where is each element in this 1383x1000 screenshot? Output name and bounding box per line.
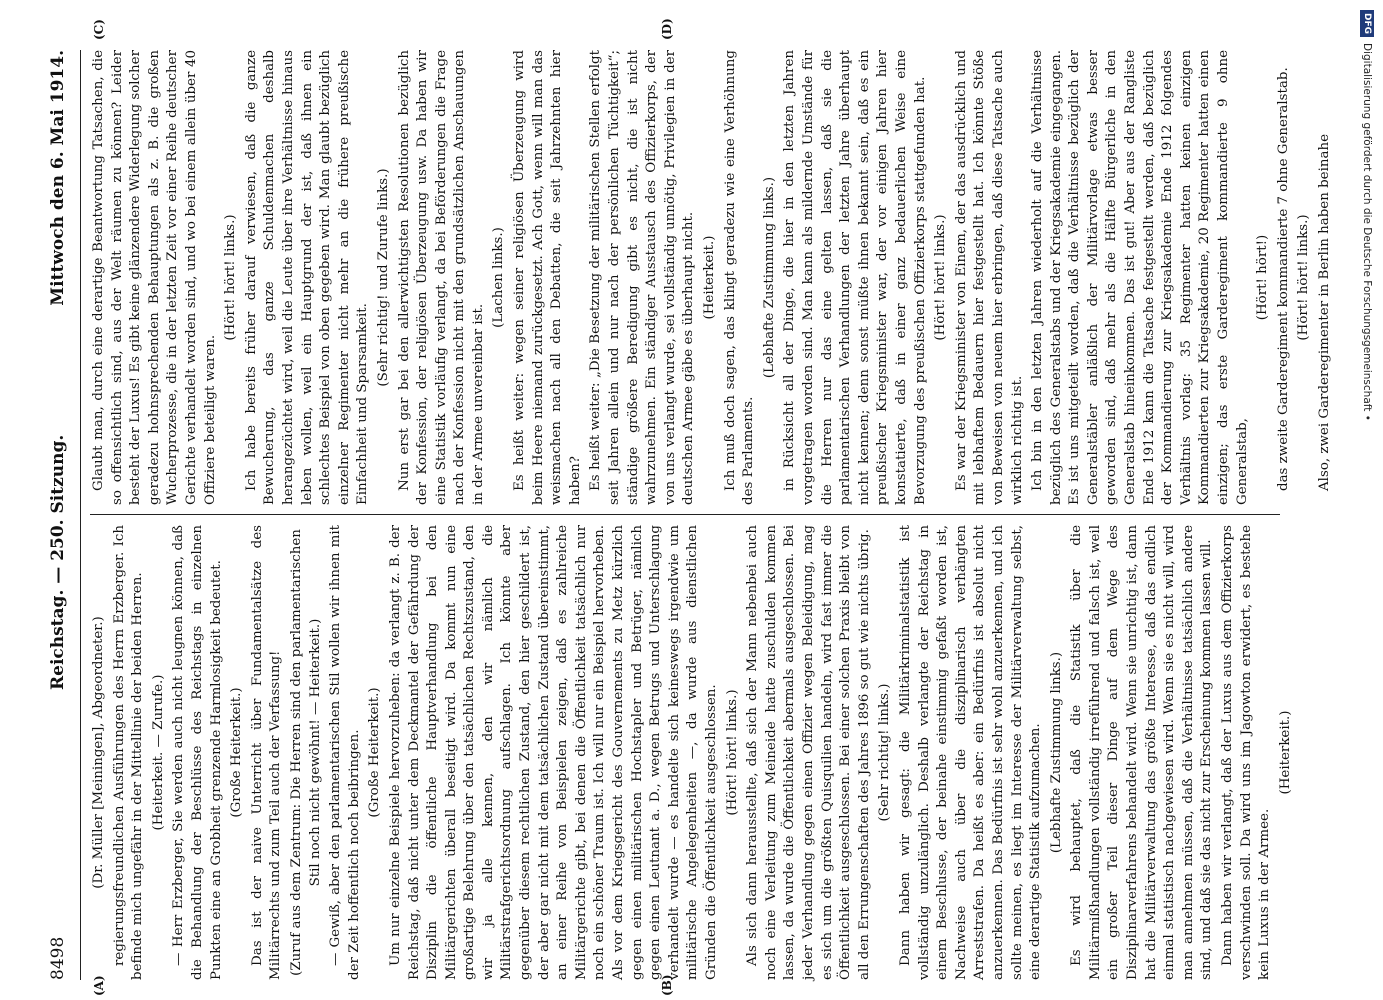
paragraph: Ich habe bereits früher darauf verwiesen, daß die ganze Bewucherung, das ganze Schuldenmachen deshalb herangezüchtet wird, weil die Leute über ihre Verhältnisse hinaus leben wollen, weil ein Hauptgrund der ist, daß ihnen ein schlechtes Beispiel von oben gegeben wird. Man glaubt bezüglich einzelner Regimenter nicht mehr an die frühere preußische Einfachheit und Sparsamkeit.: [243, 50, 371, 505]
paragraph: in Rücksicht all der Dinge, die hier in den letzten Jahren vorgetragen worden sind. Man kann als mildernde Umstände für die Herren nur das eine gelten lassen, daß sie die parlamentarischen Verhandlungen der letzten Jahre überhaupt nicht kennen; denn sonst müßte ihnen bekannt sein, daß es ein preußischer Kriegsminister war, der vor einigen Jahren hier konstatierte, daß in einer ganz bedauerlichen Weise eine Bevorzugung des preußischen Offizierkorps stattgefunden hat.: [782, 50, 928, 505]
session-date: Mittwoch den 6. Mai 1914.: [48, 50, 68, 306]
paragraph: Dann haben wir gesagt: die Militärkriminalstatistik ist vollständig unzulänglich. Deshalb verlangte der Reichstag in einem Beschlusse, der beinahe einstimmig gefaßt worden ist, Nachweise auch über die disziplinarisch verhängten Arreststrafen. Da heißt es aber: ein Bedürfnis ist absolut nicht anzuerkennen. Das Bedürfnis ist sehr wohl anzuerkennen, und ich sollte meinen, es liegt im Interesse der Militärverwaltung selbst, eine derartige Statistik aufzumachen.: [897, 525, 1044, 980]
paragraph: (Heiterkeit.): [702, 235, 717, 320]
page-number: 8498: [48, 936, 68, 980]
paragraph: Es wird behauptet, daß die Statistik über die Militärmißhandlungen vollständig irreführend und falsch ist, weil ein großer Teil dieser Dinge auf dem Wege des Disziplinarverfahrens behandelt wird. Wenn sie unrichtig ist, dann hat die Militärverwaltung das größte Interesse, daß das endlich einmal statistisch nachgewiesen wird. Wenn sie es nicht will, wird man annehmen müssen, daß die Verhältnisse tatsächlich andere sind, und daß sie das nicht zur Erscheinung kommen lassen will.: [1069, 525, 1215, 980]
paragraph: Es war der Kriegsminister von Einem, der das ausdrücklich und mit lebhaftem Bedauern hier festgestellt hat. Ich könnte Stöße von Beweisen von neuem hier erbringen, daß diese Tatsache auch wirklich richtig ist.: [953, 50, 1025, 505]
paragraph: (Sehr richtig! und Zurufe links.): [375, 168, 391, 387]
paragraph: (Lebhafte Zustimmung links.): [761, 176, 777, 379]
column-divider: [90, 514, 1280, 515]
paragraph: Als sich dann herausstellte, daß sich der Mann nebenbei auch noch eine Verleitung zum Meineide hatte zuschulden kommen lassen, da wurde die Öffentlichkeit abermals ausgeschlossen. Bei jeder Verhandlung gegen einen Offizier wegen Beleidigung, mag es sich um die größten Quisquilien handeln, wird fast immer die Öffentlichkeit ausgeschlossen. Bei einer solchen Praxis bleibt von all den Errungenschaften des Jahres 1896 so gut wie nichts übrig.: [745, 525, 872, 980]
paragraph: (Dr. Müller [Meiningen], Abgeordneter.): [91, 616, 106, 889]
paragraph: (Heiterkeit. — Zurufe.): [150, 674, 166, 831]
paragraph: Glaubt man, durch eine derartige Beantwortung Tatsachen, die so offensichtlich sind, aus der Welt räumen zu können? Leider besteht der Luxus! Es gibt keine glänzendere Widerlegung solcher geradezu hohnsprechenden Behauptungen als z. B. die großen Wucherprozesse, die in der letzten Zeit vor einer Reihe deutscher Gerichte verhandelt worden sind, und wo bei einem allein über 40 Offiziere beteiligt waren.: [91, 50, 218, 505]
paragraph: Es heißt weiter: wegen seiner religiösen Überzeugung wird beim Heere niemand zurückgesetzt. Ach Gott, wenn will man das weismachen nach all den Debatten, die seit Jahrzehnten hier haben?: [512, 50, 583, 505]
paragraph: (Sehr richtig! links.): [877, 683, 893, 822]
margin-marker-b: (B): [660, 974, 674, 996]
paragraph: Ich bin in den letzten Jahren wiederholt auf die Verhältnisse bezüglich des Generalstabs und der Kriegsakademie eingegangen. Es ist uns mitgeteilt worden, daß die Verhältnisse bezüglich der Generalstäbler anläßlich der Militärvorlage etwas besser geworden sind, daß mehr als die Hälfte Bürgerliche in den Generalstab hineinkommen. Das ist gut! Aber aus der Rangliste Ende 1912 kann die Tatsache festgestellt werden, daß bezüglich der Kommandierung zur Kriegsakademie Ende 1912 folgendes Verhältnis vorlag: 35 Regimenter hatten keinen einzigen Kommandierten zur Kriegsakademie, 20 Regimenter hatten einen einzigen; das erste Garderegiment kommandierte 9 ohne Generalstab,: [1030, 50, 1250, 505]
margin-marker-c: (C): [92, 19, 106, 40]
paragraph: (Heiterkeit.): [1277, 710, 1293, 795]
paragraph: Ich muß doch sagen, das klingt geradezu wie eine Verhöhnung des Parlaments.: [722, 50, 757, 505]
page-title: Reichstag. — 250. Sitzung.: [48, 434, 68, 690]
paragraph: das zweite Garderegiment kommandierte 7 ohne Generalstab.: [1275, 67, 1291, 491]
paragraph: (Hört! hört!): [1255, 234, 1271, 321]
paragraph: (Hört! hört! links.): [724, 689, 740, 816]
funding-note: Digitalisierung gefördert durch die Deutsche Forschungsgemeinschaft •: [1361, 43, 1373, 421]
page-header: [40, 50, 80, 980]
paragraph: (Lebhafte Zustimmung links.): [1048, 651, 1064, 854]
side-note: [1357, 10, 1377, 990]
margin-marker-d: (D): [660, 18, 674, 40]
paragraph: regierungsfreundlichen Ausführungen des Herrn Erzberger. Ich befinde mich ungefähr in der Mittellinie der beiden Herren.: [111, 525, 146, 980]
paragraph: Das ist der naive Unterricht über Fundamentalsätze des Militärrechts und zum Teil auch der Verfassung!: [249, 525, 284, 980]
paragraph: — Herr Erzberger, Sie werden auch nicht leugnen können, daß die Behandlung der Beschlüsse des Reichstags in einzelnen Punkten eine an Grobheit grenzende Harmlosigkeit bedeutet.: [171, 525, 224, 980]
paragraph: — Gewiß, aber den parlamentarischen Stil wollen wir ihnen mit der Zeit hoffentlich noch beibringen.: [328, 525, 362, 980]
right-column: [90, 50, 1332, 505]
paragraph: Dann haben wir verlangt, daß der Luxus aus dem Offizierkorps verschwinden soll. Da wird uns im Jagowton erwidert, es bestehe kein Luxus in der Armee.: [1220, 525, 1273, 980]
dfg-logo: DFG: [1360, 10, 1374, 37]
left-column: [90, 525, 1293, 980]
paragraph: (Große Heiterkeit.): [367, 687, 383, 818]
margin-marker-a: (A): [92, 975, 106, 996]
paragraph: (Hört! hört! links.): [1296, 214, 1312, 341]
paragraph: (Hört! hört! links.): [223, 214, 239, 341]
paragraph: (Hört! hört! links.): [933, 214, 949, 341]
paragraph: Also, zwei Garderegimenter in Berlin haben beinahe: [1317, 133, 1332, 491]
paragraph: Nun erst gar bei den allerwichtigsten Resolutionen bezüglich der Konfession, der religiösen Überzeugung usw. Da haben wir eine Statistik vorläufig verlangt, da bei Beförderungen die Frage nach der Konfession nicht mit den grundsätzlichen Anschauungen in der Armee unvereinbar ist.: [396, 50, 486, 505]
paragraph: (Große Heiterkeit.): [229, 687, 245, 818]
side-note-text-wrapper: [1357, 10, 1377, 990]
paragraph: Es heißt weiter: „Die Besetzung der militärischen Stellen erfolgt seit Jahren allein und nur nach der persönlichen Tüchtigkeit“; ständige größere Beredigung gibt es nicht, die ist nicht wahrzunehmen. Ein ständiger Ausstausch des Offizierkorps, der von uns verlangt wurde, sei vollständig unnötig, Privilegien in der deutschen Armee gäbe es überhaupt nicht.: [588, 50, 697, 505]
paragraph: (Zuruf aus dem Zentrum: Die Herren sind den parlamentarischen Stil noch nicht gewöhnt! — Heiterkeit.): [288, 529, 323, 976]
header-rule: [80, 50, 81, 980]
paragraph: Um nur einzelne Beispiele hervorzuheben: da verlangt z. B. der Reichstag, daß nicht unter dem Deckmantel der Gefährdung der Disziplin die öffentliche Hauptverhandlung bei den Militärgerichten überall beseitigt wird. Da kommt nun eine großartige Belehrung über den tatsächlichen Rechtszustand, den wir ja alle kennen, den wir nämlich die Militärstrafgerichtsordnung aufschlagen. Ich könnte aber gegenüber diesem rechtlichen Zustand, den hier geschildert ist, der aber gar nicht mit dem tatsächlichen Zustand übereinstimmt, an einer Reihe von Beispielen zeigen, daß es zahlreiche Militärgerichte gibt, bei denen die Öffentlichkeit tatsächlich nur noch ein schöner Traum ist. Ich will nur ein Beispiel hervorheben. Als vor dem Kriegsgericht des Gouvernements zu Metz kürzlich gegen einen militärischen Hochstapler und Betrüger, nämlich gegen einen Leutnant a. D., wegen Betrugs und Unterschlagung verhandelt wurde — es handelte sich keineswegs irgendwie um militärische Angelegenheiten —, da wurde aus dienstlichen Gründen die Öffentlichkeit ausgeschlossen.: [387, 525, 719, 980]
paragraph: (Lachen links.): [491, 227, 507, 328]
